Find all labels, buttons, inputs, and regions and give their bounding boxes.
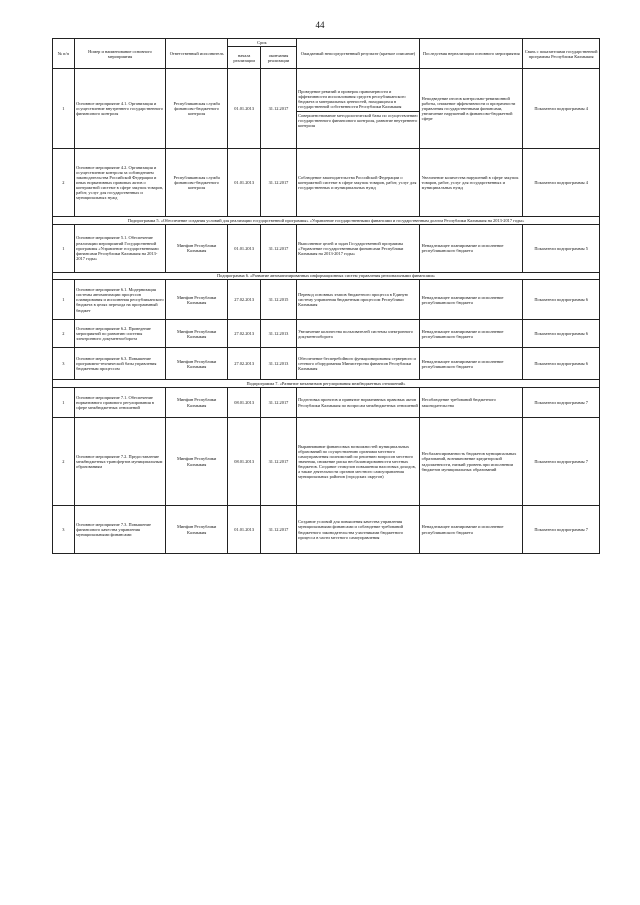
- row-executor: Минфин Республики Калмыкия: [166, 280, 228, 320]
- row-end: 31.12.2015: [261, 280, 296, 320]
- row-end: 31.12.2017: [261, 149, 296, 217]
- subprogram-heading: Подпрограмма 5. «Обеспечение создания условий для реализации государственной программы» «Управление государственными финансами и государственным долгом Республики Калмыкия на 2013-2017 годы»: [53, 217, 600, 225]
- subprogram-heading-row: [53, 217, 600, 225]
- row-result: Увеличение количества пользователей системы электронного документооборота: [296, 320, 420, 348]
- row-name: Основное мероприятие 7.3. Повышение финансового качества управления муниципальными финансами: [74, 506, 166, 554]
- row-end: 31.12.2013: [261, 348, 296, 380]
- row-result: Обеспечение бесперебойного функционирования серверного и сетевого оборудования Министерства финансов Республики Калмыкия: [296, 348, 420, 380]
- row-num: 2: [53, 149, 75, 217]
- row-name: Основное мероприятие 6.3. Повышение программно-технической базы управления бюджетным процессом: [74, 348, 166, 380]
- row-consequences: Несбалансированность бюджетов муниципальных образований, возникновение кредиторской задолженности, низкий уровень при исполнении бюджетов муниципальных образований: [420, 418, 523, 506]
- row-consequences: Несоблюдение требований бюджетного законодательства: [420, 388, 523, 418]
- header-num: № п/п: [53, 39, 75, 69]
- row-num: 2: [53, 418, 75, 506]
- header-name: Номер и наименование основного мероприятия: [74, 39, 166, 69]
- header-executor: Ответственный исполнитель: [166, 39, 228, 69]
- row-num: 3: [53, 506, 75, 554]
- row-link: Показатели подпрограммы 7: [523, 418, 600, 506]
- subprogram-heading-row: [53, 272, 600, 280]
- row-link: Показатели подпрограммы 6: [523, 280, 600, 320]
- row-executor: Минфин Республики Калмыкия: [166, 388, 228, 418]
- header-term: Срок: [228, 39, 297, 47]
- row-result: Перевод основных этапов бюджетного процесса в Единую систему управления бюджетным процессом Республики Калмыкия: [296, 280, 420, 320]
- row-result: Соблюдение законодательства Российской Федерации о контрактной системе в сфере закупок товаров, работ, услуг для государственных и муниципальных нужд: [296, 149, 420, 217]
- row-num: 1: [53, 69, 75, 149]
- row-link: Показатели подпрограммы 7: [523, 506, 600, 554]
- subprogram-heading-row: [53, 380, 600, 388]
- subprogram-heading: Подпрограмма 6. «Развитие автоматизированных информационных систем управления региональными финансами»: [53, 272, 600, 280]
- row-executor: Минфин Республики Калмыкия: [166, 348, 228, 380]
- table-row: [53, 224, 600, 272]
- row-name: Основное мероприятие 6.2. Проведение мероприятий по развитию системы электронного документооборота: [74, 320, 166, 348]
- row-name: Основное мероприятие 4.2. Организация и осуществление контроля за соблюдением законодательства Российской Федерации и иных нормативных правовых актов о контрактной системе в сфере закупок товаров, работ, услуг для государственных и муниципальных нужд: [74, 149, 166, 217]
- row-link: Показатели подпрограммы 5: [523, 224, 600, 272]
- table-row: [53, 149, 600, 217]
- table-row: [53, 280, 600, 320]
- row-consequences: Ненадлежащее планирование и исполнение республиканского бюджета: [420, 224, 523, 272]
- row-executor: Минфин Республики Калмыкия: [166, 320, 228, 348]
- row-link: Показатели подпрограммы 4: [523, 69, 600, 149]
- row-start: 01.01.2013: [228, 149, 261, 217]
- row-result-part-2: Совершенствование методологической базы по осуществлению государственного финансового контроля, развитие внутреннего контроля: [298, 112, 418, 128]
- row-name: Основное мероприятие 5.1. Обеспечение реализации мероприятий Государственной программы «Управление государственными финансами Республики Калмыкия на 2013-2017 годы»: [74, 224, 166, 272]
- row-start: 08.01.2013: [228, 418, 261, 506]
- program-measures-table: [52, 38, 600, 554]
- row-consequences: Увеличение количества нарушений в сфере закупок товаров, работ, услуг для государственных и муниципальных нужд: [420, 149, 523, 217]
- row-result-part-1: Проведение ревизий и проверок правомерности и эффективности использования средств республиканского бюджета и материальных ценностей, находящихся в государственной собственности Республики Калмыкия: [298, 89, 406, 110]
- header-result: Ожидаемый непосредственный результат (краткое описание): [296, 39, 420, 69]
- row-result: Выполнение целей и задач Государственной программы «Управление государственными финансами Республики Калмыкия на 2013-2017 годы»: [296, 224, 420, 272]
- row-name: Основное мероприятие 7.1. Обеспечение нормативного правового регулирования в сфере межбюджетных отношений: [74, 388, 166, 418]
- row-executor: Республиканская служба финансово-бюджетного контроля: [166, 149, 228, 217]
- row-start: 27.02.2013: [228, 320, 261, 348]
- row-start: 27.02.2013: [228, 348, 261, 380]
- row-start: 01.01.2013: [228, 69, 261, 149]
- table-row: [53, 418, 600, 506]
- row-executor: Минфин Республики Калмыкия: [166, 506, 228, 554]
- row-result: Создание условий для повышения качества управления муниципальными финансами и соблюдение требований бюджетного законодательства участниками бюджетного процесса в части местного самоуправления: [296, 506, 420, 554]
- row-start: 01.01.2013: [228, 224, 261, 272]
- table-row: [53, 388, 600, 418]
- table-row: [53, 506, 600, 554]
- row-result: [296, 69, 420, 149]
- row-start: 27.02.2013: [228, 280, 261, 320]
- row-num: 1: [53, 388, 75, 418]
- row-num: 3: [53, 348, 75, 380]
- row-name: Основное мероприятие 7.2. Предоставление межбюджетных трансфертов муниципальным образованиям: [74, 418, 166, 506]
- row-link: Показатели подпрограммы 6: [523, 320, 600, 348]
- row-executor: Минфин Республики Калмыкия: [166, 224, 228, 272]
- row-end: 31.12.2017: [261, 69, 296, 149]
- row-num: 2: [53, 320, 75, 348]
- row-consequences: Ненадлежащее планирование и исполнение республиканского бюджета: [420, 348, 523, 380]
- row-executor: Республиканская служба финансово-бюджетного контроля: [166, 69, 228, 149]
- header-start: начала реализации: [228, 47, 261, 69]
- row-result: Выравнивание финансовых возможностей муниципальных образований по осуществлению органами местного самоуправления полномочий по решению вопросов местного значения, снижение риска несбалансированности местных бюджетов. Создание стимулов повышения налоговых доходов, а также деятельности органов местного самоуправления муниципальных районов (городских округов): [296, 418, 420, 506]
- page-number: 44: [315, 20, 325, 30]
- row-num: 1: [53, 224, 75, 272]
- row-consequences: Неподведение итогов контрольно-ревизионной работы, снижение эффективности и прозрачности управления государственными финансами, увеличение нарушений в финансово-бюджетной сфере: [420, 69, 523, 149]
- row-link: Показатели подпрограммы 4: [523, 149, 600, 217]
- row-end: 31.12.2017: [261, 388, 296, 418]
- row-consequences: Ненадлежащее планирование и исполнение республиканского бюджета: [420, 506, 523, 554]
- row-result: Подготовка проектов и принятие нормативных правовых актов Республики Калмыкия по вопросам межбюджетных отношений: [296, 388, 420, 418]
- row-link: Показатели подпрограммы 6: [523, 348, 600, 380]
- row-name: Основное мероприятие 4.1. Организация и осуществление внутреннего государственного финансового контроля: [74, 69, 166, 149]
- header-consequences: Последствия нереализации основного мероприятия: [420, 39, 523, 69]
- row-start: 08.01.2013: [228, 388, 261, 418]
- subprogram-heading: Подпрограмма 7. «Развитие механизмов регулирования межбюджетных отношений»: [53, 380, 600, 388]
- header-link: Связь с показателями государственной программы Республики Калмыкия: [523, 39, 600, 69]
- table-row: [53, 69, 600, 149]
- row-end: 31.12.2017: [261, 418, 296, 506]
- row-end: 31.12.2017: [261, 506, 296, 554]
- header-end: окончания реализации: [261, 47, 296, 69]
- row-num: 1: [53, 280, 75, 320]
- row-executor: Минфин Республики Калмыкия: [166, 418, 228, 506]
- row-start: 01.01.2013: [228, 506, 261, 554]
- row-end: 31.12.2017: [261, 224, 296, 272]
- row-consequences: Ненадлежащее планирование и исполнение республиканского бюджета: [420, 320, 523, 348]
- row-end: 31.12.2013: [261, 320, 296, 348]
- row-consequences: Ненадлежащее планирование и исполнение республиканского бюджета: [420, 280, 523, 320]
- row-link: Показатели подпрограммы 7: [523, 388, 600, 418]
- row-name: Основное мероприятие 6.1. Модернизация системы автоматизации процессов планирования и исполнения республиканского бюджета в целях перехода на программный бюджет: [74, 280, 166, 320]
- table-row: [53, 348, 600, 380]
- table-row: [53, 320, 600, 348]
